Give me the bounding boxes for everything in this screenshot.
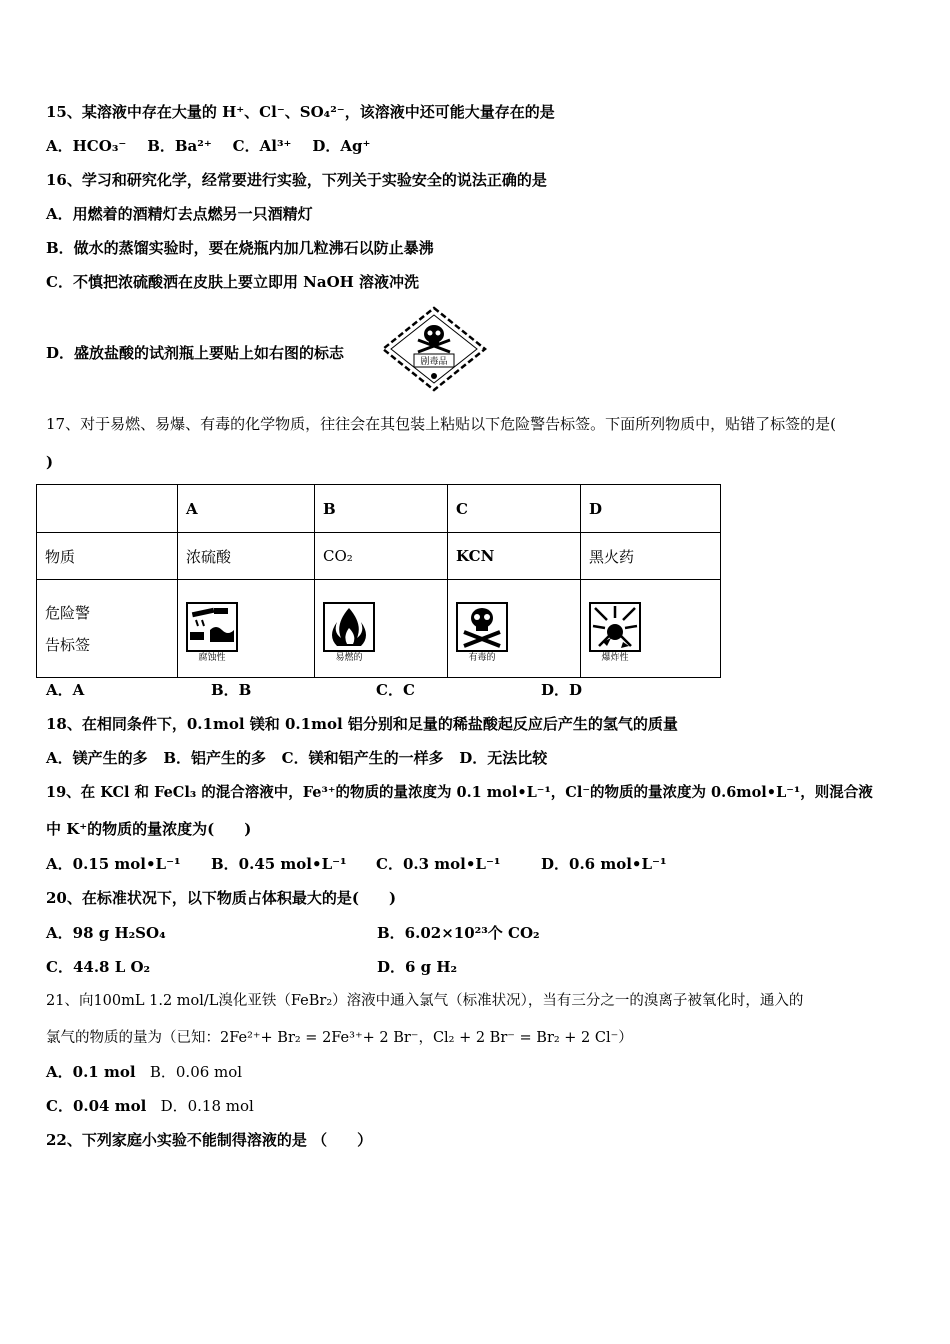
q17-stem-line1: 17、对于易燃、易爆、有毒的化学物质，往往会在其包装上粘贴以下危险警告标签。下面所列物质中，贴错了标签的是( xyxy=(46,415,836,433)
header-c: C xyxy=(448,485,581,533)
q15-option-b: B．Ba²⁺ xyxy=(147,137,212,155)
flammable-icon xyxy=(323,602,375,662)
substance-a: 浓硫酸 xyxy=(178,533,315,580)
toxic-icon xyxy=(456,602,508,662)
q21-stem-line2: 氯气的物质的量为（已知：2Fe²⁺+ Br₂ = 2Fe³⁺+ 2 Br⁻，Cl₂ + 2 Br⁻ = Br₂ + 2 Cl⁻） xyxy=(46,1030,633,1046)
q19-stem-line2: 中 K⁺的物质的量浓度为( ) xyxy=(46,820,252,838)
toxic-sign-icon xyxy=(380,306,488,392)
q21-stem-line1: 21、向100mL 1.2 mol/L溴化亚铁（FeBr₂）溶液中通入氯气（标准状况），当有三分之一的溴离子被氧化时，通入的 xyxy=(46,993,804,1009)
q17-option-c: C．C xyxy=(376,681,415,699)
q20-option-c: C．44.8 L O₂ xyxy=(46,958,151,976)
q18-options xyxy=(46,748,547,768)
q21-option-b: B．0.06 mol xyxy=(149,1063,243,1081)
substance-b: CO₂ xyxy=(315,533,448,580)
q20-stem: 20、在标准状况下，以下物质占体积最大的是( ) xyxy=(46,889,397,907)
label-d: 爆炸性 xyxy=(601,652,629,662)
q20-option-d: D．6 g H₂ xyxy=(377,958,458,976)
table-row xyxy=(37,533,721,580)
q16-option-d: D．盛放盐酸的试剂瓶上要贴上如右图的标志 xyxy=(46,344,345,362)
table-row xyxy=(37,485,721,533)
q17-option-b: B．B xyxy=(211,681,252,699)
q20-options-row1 xyxy=(46,923,540,943)
corrosive-icon xyxy=(186,602,238,662)
label-b: 易燃的 xyxy=(335,652,363,662)
q20-options-row2 xyxy=(46,957,457,977)
q16-option-c: C．不慎把浓硫酸洒在皮肤上要立即用 NaOH 溶液冲洗 xyxy=(46,273,420,291)
q18-option-d: D．无法比较 xyxy=(459,749,548,767)
q15-option-a: A．HCO₃⁻ xyxy=(46,137,127,155)
q19-stem-line1: 19、在 KCl 和 FeCl₃ 的混合溶液中，Fe³⁺的物质的量浓度为 0.1 mol•L⁻¹，Cl⁻的物质的量浓度为 0.6mol•L⁻¹，则混合液 xyxy=(46,784,873,801)
q21-options-row1 xyxy=(46,1062,242,1082)
table-row xyxy=(37,580,721,678)
q17-stem-line2: ) xyxy=(46,453,54,471)
header-d: D xyxy=(581,485,721,533)
q19-option-b: B．0.45 mol•L⁻¹ xyxy=(211,855,347,873)
q19-option-c: C．0.3 mol•L⁻¹ xyxy=(376,855,501,873)
q18-option-c: C．镁和铝产生的一样多 xyxy=(281,749,444,767)
q22-stem: 22、下列家庭小实验不能制得溶液的是 （ ） xyxy=(46,1131,373,1149)
q18-option-b: B．铝产生的多 xyxy=(163,749,266,767)
q21-options-row2 xyxy=(46,1096,254,1116)
toxic-sign-label: 剧毒品 xyxy=(420,357,448,367)
q19-option-d: D．0.6 mol•L⁻¹ xyxy=(541,855,667,873)
header-b: B xyxy=(315,485,448,533)
q18-option-a: A．镁产生的多 xyxy=(46,749,148,767)
q17-option-a: A．A xyxy=(46,681,85,699)
q16-option-a: A．用燃着的酒精灯去点燃另一只酒精灯 xyxy=(46,205,313,223)
label-c: 有毒的 xyxy=(468,652,496,662)
q20-option-b: B．6.02×10²³个 CO₂ xyxy=(377,924,540,942)
substance-d: 黑火药 xyxy=(581,533,721,580)
hazard-table xyxy=(36,484,721,678)
row-label-hazard: 危险警 告标签 xyxy=(37,580,178,678)
q15-stem: 15、某溶液中存在大量的 H⁺、Cl⁻、SO₄²⁻，该溶液中还可能大量存在的是 xyxy=(46,103,555,121)
q15-option-d: D．Ag⁺ xyxy=(312,137,371,155)
q20-option-a: A．98 g H₂SO₄ xyxy=(46,924,166,942)
header-a: A xyxy=(178,485,315,533)
q16-stem: 16、学习和研究化学，经常要进行实验，下列关于实验安全的说法正确的是 xyxy=(46,171,547,189)
q15-options xyxy=(46,136,370,156)
substance-c: KCN xyxy=(448,533,581,580)
q21-option-a: A．0.1 mol xyxy=(46,1063,136,1081)
explosive-icon xyxy=(589,602,641,662)
q21-option-d: D．0.18 mol xyxy=(160,1097,254,1115)
row-label-substance: 物质 xyxy=(37,533,178,580)
q15-option-c: C．Al³⁺ xyxy=(232,137,292,155)
q18-stem: 18、在相同条件下，0.1mol 镁和 0.1mol 铝分别和足量的稀盐酸起反应后产生的氢气的质量 xyxy=(46,715,678,733)
q21-option-c: C．0.04 mol xyxy=(46,1097,147,1115)
label-a: 腐蚀性 xyxy=(198,652,226,662)
q19-options xyxy=(46,854,667,874)
q16-option-b: B．做水的蒸馏实验时，要在烧瓶内加几粒沸石以防止暴沸 xyxy=(46,239,434,257)
q17-options xyxy=(46,680,582,700)
q17-option-d: D．D xyxy=(541,681,583,699)
q19-option-a: A．0.15 mol•L⁻¹ xyxy=(46,855,181,873)
